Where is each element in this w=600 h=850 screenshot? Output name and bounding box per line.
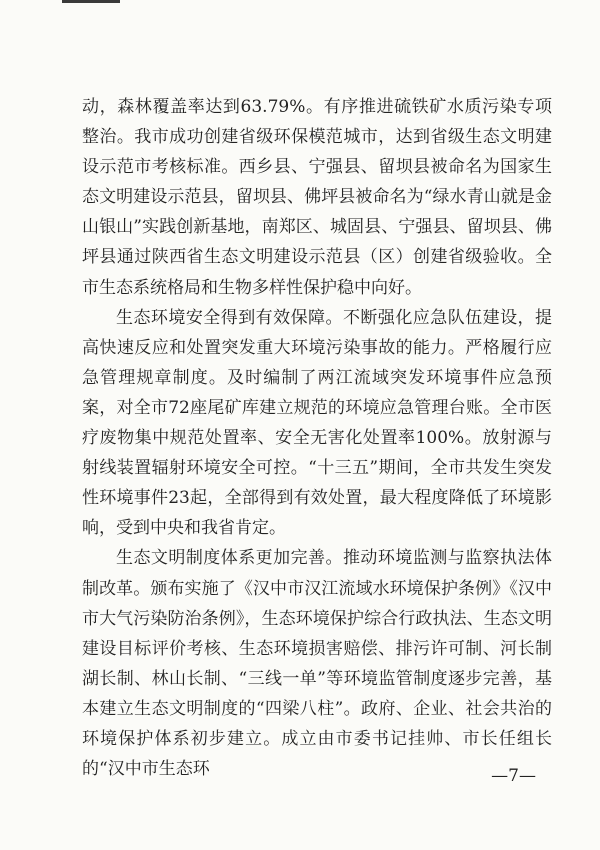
paragraph-institutional-system: 生态文明制度体系更加完善。推动环境监测与监察执法体制改革。颁布实施了《汉中市汉江流域水环境保护条例》《汉中市大气污染防治条例》，生态环境保护综合行政执法、生态文明建设目标评价考核、生态环境损害赔偿、排污许可制、河长制湖长制、林山长制、“三线一单”等环境监管制度逐步完善，基本建立生态文明制度的“四梁八柱”。政府、企业、社会共治的环境保护体系初步建立。成立由市委书记挂帅、市长任组长的“汉中市生态环 xyxy=(82,548,552,780)
page-number: —7— xyxy=(491,766,536,786)
top-edge-mark xyxy=(62,0,120,3)
paragraph-environmental-safety: 生态环境安全得到有效保障。不断强化应急队伍建设，提高快速反应和处置突发重大环境污染事故的能力。严格履行应急管理规章制度。及时编制了两江流域突发环境事件应急预案，对全市72座尾矿库建立规范的环境应急管理台账。全市医疗废物集中规范处置率、安全无害化处置率100%。放射源与射线装置辐射环境安全可控。“十三五”期间，全市共发生突发性环境事件23起，全部得到有效处置，最大程度降低了环境影响，受到中央和我省肯定。 xyxy=(82,307,552,539)
body-text xyxy=(82,92,552,784)
paragraph-continued: 动，森林覆盖率达到63.79%。有序推进硫铁矿水质污染专项整治。我市成功创建省级环保模范城市，达到省级生态文明建设示范市考核标准。西乡县、宁强县、留坝县被命名为国家生态文明建设示范县，留坝县、佛坪县被命名为“绿水青山就是金山银山”实践创新基地，南郑区、城固县、宁强县、留坝县、佛坪县通过陕西省生态文明建设示范县（区）创建省级验收。全市生态系统格局和生物多样性保护稳中向好。 xyxy=(82,97,552,298)
